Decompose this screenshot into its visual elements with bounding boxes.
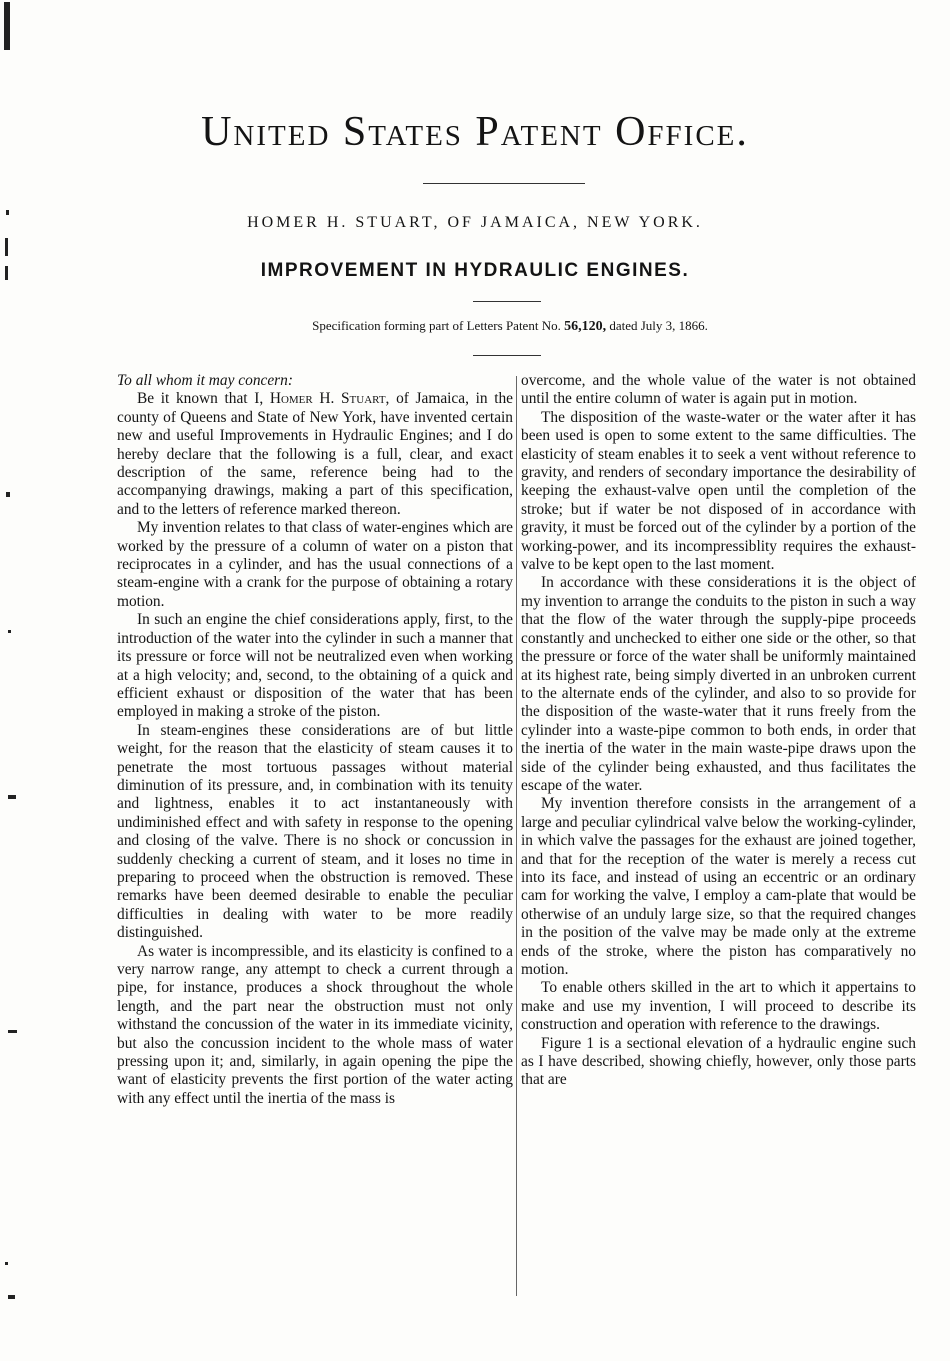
- paragraph: My invention therefore consists in the arrangement of a large and peculiar cylindrical valve below the working-cylinder, in which valve the passages for the exhaust are joined together, and that for the reception of the water is merely a recess cut into its face, and instead of using an eccentric or an ordinary cam for working the valve, I employ a cam-plate that would be otherwise of an unduly large size, so that the required changes in the position of the valve may be made only at the extreme ends of the stroke, where the piston has comparatively no motion.: [521, 795, 916, 978]
- paragraph: In accordance with these considerations it is the object of my invention to arrange the conduits to the piston in such a way that the flow of the water through the supply-pipe proceeds constantly and unchecked to either one side or the other, so that the pressure or force of the water shall be uniformly maintained at its highest rate, being simply diverted in an unbroken current to the alternate ends of the cylinder, and also to so provide for the disposition of the waste-water that it runs freely from the cylinder into a waste-pipe common to both ends, in order that the inertia of the water in the main waste-pipe draws upon the side of the cylinder being exhausted, and thus facilitates the escape of the water.: [521, 574, 916, 794]
- patent-number: 56,120,: [564, 319, 607, 334]
- right-column: [521, 372, 916, 1312]
- column-divider: [516, 376, 517, 1296]
- inventor-name: Homer H. Stuart,: [269, 390, 390, 408]
- paragraph: As water is incompressible, and its elasticity is confined to a very narrow range, any attempt to check a current through a pipe, for instance, produces a shock throughout the whole length, and the part near the obstruction must not only withstand the concussion of the water in its immediate vicinity, but also the concussion incident to the whole mass of water pressing upon it; and, similarly, in again opening the pipe the want of elasticity prevents the first portion of the water acting with any effect until the inertia of the mass is: [117, 942, 513, 1107]
- improvement-title: IMPROVEMENT IN HYDRAULIC ENGINES.: [260, 260, 690, 281]
- inventor-line: HOMER H. STUART, OF JAMAICA, NEW YORK.: [247, 214, 703, 231]
- paragraph: Figure 1 is a sectional elevation of a hydraulic engine such as I have described, showing chiefly, however, only those parts that are: [521, 1034, 916, 1089]
- improvement-rule: [473, 301, 541, 302]
- spec-rule: [473, 355, 541, 356]
- title-rule: [423, 183, 585, 184]
- patent-office-title: United States Patent Office.: [201, 109, 749, 155]
- specification-line: [0, 318, 950, 335]
- paragraph: In such an engine the chief considerations apply, first, to the introduction of the water into the cylinder in such a manner that its pressure or force will not be neutralized even when working at a high velocity; and, second, to the obtaining of a quick and efficient exhaust or disposition of the water that has been employed in making a stroke of the piston.: [117, 611, 513, 721]
- paragraph: Be it known that I, Homer H. Stuart, of Jamaica, in the county of Queens and State of New York, have invented certain new and useful Improvements in Hydraulic Engines; and I do hereby declare that the following is a full, clear, and exact description of the same, reference being had to the accompanying drawings, making a part of this specification, and to the letters of reference marked thereon.: [117, 390, 513, 518]
- left-column: [117, 372, 513, 1312]
- paragraph: To enable others skilled in the art to which it appertains to make and use my invention, I will proceed to describe its construction and operation with reference to the drawings.: [521, 979, 916, 1034]
- spec-prefix: Specification forming part of Letters Patent No.: [312, 318, 561, 333]
- paragraph: In steam-engines these considerations are of but little weight, for the reason that the elasticity of steam causes it to penetrate the most tortuous passages without material diminution of its pressure, and, in combination with its tenuity and lightness, enables it to act instantaneously with undiminished effect and with safety in response to the opening and closing of the valve. There is no shock or concussion in suddenly checking a current of steam, and it loses no time in preparing to proceed when the obstruction is removed. These remarks have been deemed desirable to enable the peculiar difficulties in dealing with water to be more readily distinguished.: [117, 721, 513, 942]
- paragraph: My invention relates to that class of water-engines which are worked by the pressure of a column of water on a piston that reciprocates in a cylinder, and has the usual connections of a steam-engine with a crank for the purpose of obtaining a rotary motion.: [117, 519, 513, 610]
- spec-date: dated July 3, 1866.: [609, 318, 708, 333]
- paragraph: The disposition of the waste-water or the water after it has been used is open to some extent to the same difficulties. The elasticity of steam enables it to seek a vent without reference to gravity, and renders of secondary importance the desirability of keeping the exhaust-valve open until the completion of the stroke; but if water be not disposed of in accordance with gravity, it must be forced out of the cylinder by a portion of the working-power, and its incompressiblity requires the exhaust-valve to be kept open to the last moment.: [521, 408, 916, 574]
- salutation: To all whom it may concern:: [117, 372, 293, 389]
- paragraph: overcome, and the whole value of the water is not obtained until the entire column of water is again put in motion.: [521, 372, 916, 408]
